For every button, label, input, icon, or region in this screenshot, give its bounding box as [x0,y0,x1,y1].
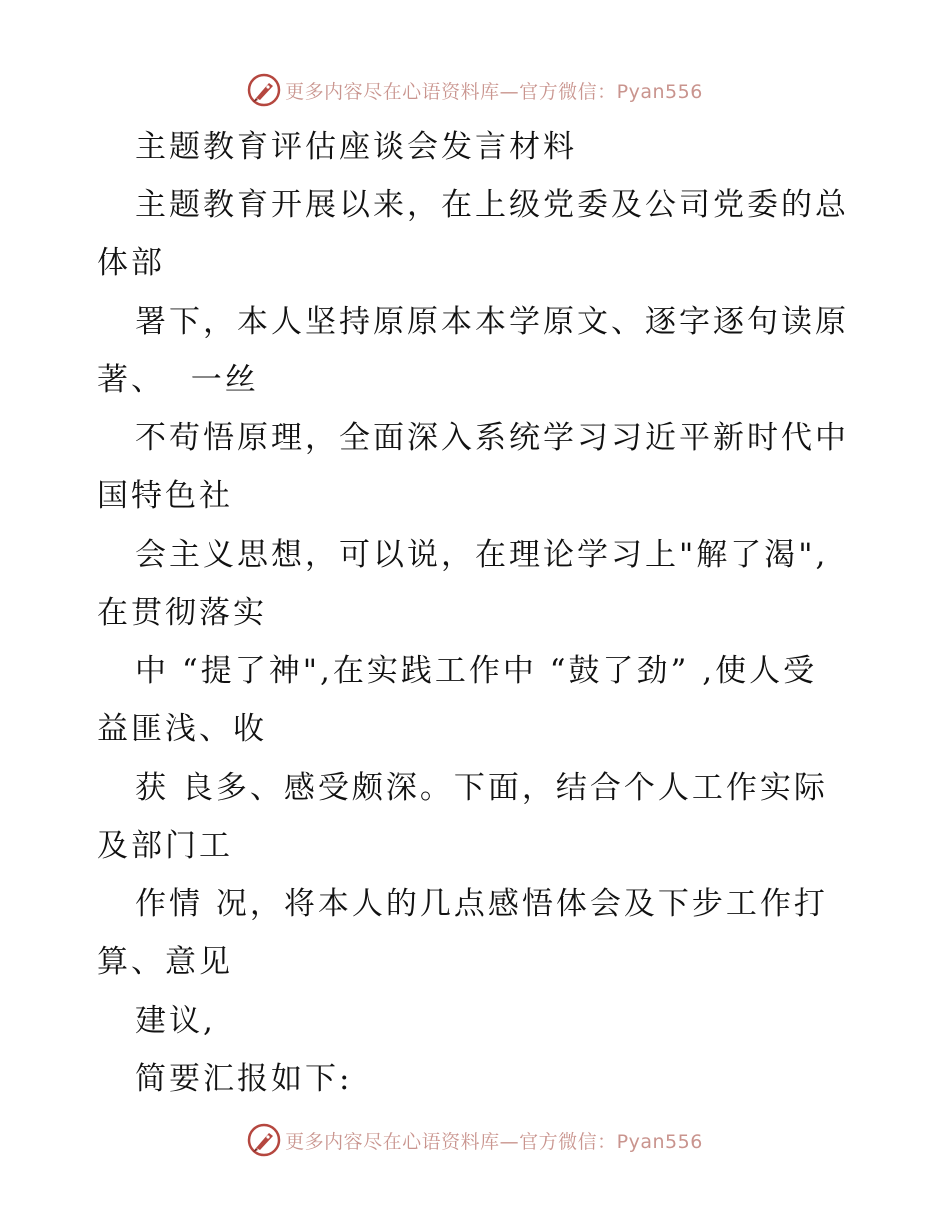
text-line: 主题教育开展以来，在上级党委及公司党委的总 [135,187,849,223]
document-title: 主题教育评估座谈会发言材料 [135,129,577,165]
text-line: 获 良多、感受颇深。下面，结合个人工作实际 [135,770,828,806]
text-line: 体部 [97,245,165,281]
banner-text: 更多内容尽在心语资料库—官方微信：Pyan556 [285,80,703,103]
text-line: 及部门工 [97,828,233,864]
text-line: 会主义思想，可以说，在理论学习上"解了渴", [135,537,829,573]
text-line: 署下，本人坚持原原本本学原文、逐字逐句读原 [135,304,849,340]
banner-text: 更多内容尽在心语资料库—官方微信：Pyan556 [285,1130,703,1153]
text-line: 中 “提了神",在实践工作中 “鼓了劲” ,使人受 [135,653,818,689]
pen-logo-icon [247,1123,281,1157]
header-banner [0,70,950,110]
text-line: 建议, [135,1003,216,1039]
text-line: 益匪浅、收 [97,711,267,747]
pen-logo-icon [247,73,281,107]
text-line: 著、 一丝 [97,362,259,398]
text-line: 简要汇报如下: [135,1061,353,1097]
text-line: 算、意见 [97,944,233,980]
text-line: 作情 况，将本人的几点感悟体会及下步工作打 [135,886,828,922]
footer-banner [0,1120,950,1160]
text-line: 在贯彻落实 [97,595,267,631]
text-line: 国特色社 [97,478,233,514]
text-line: 不苟悟原理，全面深入系统学习习近平新时代中 [135,420,849,456]
